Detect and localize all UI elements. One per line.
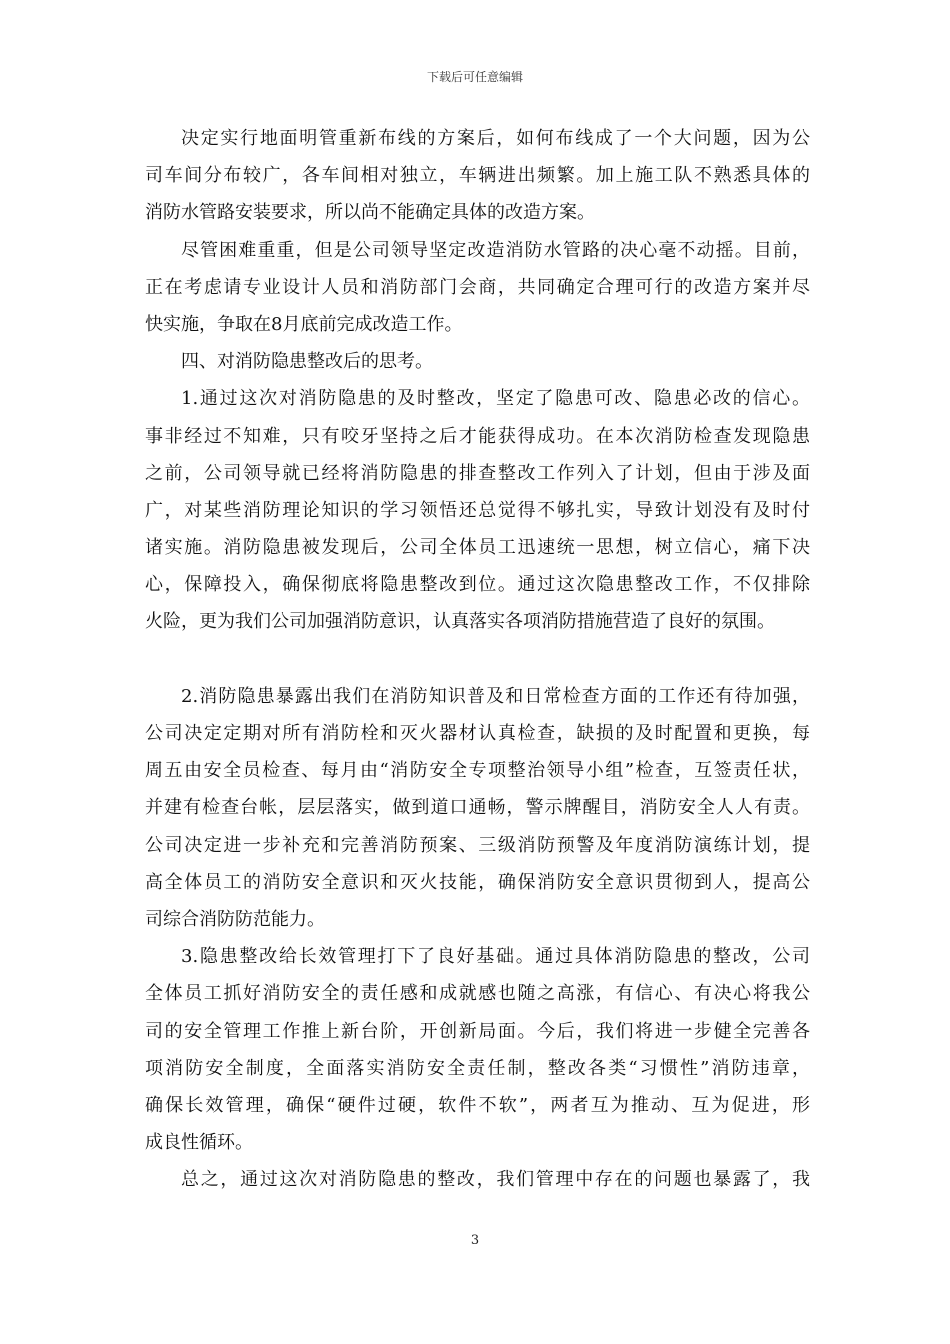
text-line: 诸实施。消防隐患被发现后，公司全体员工迅速统一思想，树立信心，痛下决: [145, 537, 810, 559]
page-header: 下载后可任意编辑: [426, 70, 523, 84]
text-line: 快实施，争取在8月底前完成改造工作。: [145, 313, 463, 335]
text-line: 决定实行地面明管重新布线的方案后，如何布线成了一个大问题，因为公: [181, 128, 810, 149]
text-line: 并建有检查台帐，层层落实，做到道口通畅，警示牌醒目，消防安全人人有责。: [145, 797, 810, 819]
text-line: 全体员工抓好消防安全的责任感和成就感也随之高涨，有信心、有决心将我公: [145, 983, 810, 1005]
text-line: 2.消防隐患暴露出我们在消防知识普及和日常检查方面的工作还有待加强，: [181, 685, 810, 707]
text-line: 司车间分布较广，各车间相对独立，车辆进出频繁。加上施工队不熟悉具体的: [145, 165, 810, 187]
text-line: 确保长效管理，确保“硬件过硬，软件不软”，两者互为推动、互为促进，形: [145, 1094, 810, 1116]
text-line: 项消防安全制度，全面落实消防安全责任制，整改各类“习惯性”消防违章，: [145, 1057, 810, 1079]
text-line: 之前，公司领导就已经将消防隐患的排查整改工作列入了计划，但由于涉及面: [145, 462, 810, 484]
text-line: 1.通过这次对消防隐患的及时整改，坚定了隐患可改、隐患必改的信心。: [181, 388, 810, 410]
page-number: 3: [470, 1233, 480, 1248]
text-line: 正在考虑请专业设计人员和消防部门会商，共同确定合理可行的改造方案并尽: [145, 276, 810, 298]
text-line: 3.隐患整改给长效管理打下了良好基础。通过具体消防隐患的整改，公司: [181, 946, 810, 968]
text-line: 司综合消防防范能力。: [145, 908, 325, 930]
text-line: 周五由安全员检查、每月由“消防安全专项整治领导小组”检查，互签责任状，: [145, 760, 810, 782]
text-line: 高全体员工的消防安全意识和灭火技能，确保消防安全意识贯彻到人，提高公: [145, 871, 810, 893]
blank-line: [145, 641, 810, 678]
text-line: 公司决定进一步补充和完善消防预案、三级消防预警及年度消防演练计划，提: [145, 834, 810, 856]
text-line: 尽管困难重重，但是公司领导坚定改造消防水管路的决心毫不动摇。目前，: [181, 239, 810, 261]
text-line: 公司决定定期对所有消防栓和灭火器材认真检查，缺损的及时配置和更换，每: [145, 723, 810, 744]
text-line: 四、对消防隐患整改后的思考。: [181, 351, 433, 373]
text-line: 总之，通过这次对消防隐患的整改，我们管理中存在的问题也暴露了，我: [181, 1169, 810, 1191]
text-line: 成良性循环。: [145, 1132, 253, 1154]
text-line: 事非经过不知难，只有咬牙坚持之后才能获得成功。在本次消防检查发现隐患: [145, 425, 810, 447]
text-line: 心，保障投入，确保彻底将隐患整改到位。通过这次隐患整改工作，不仅排除: [145, 574, 810, 596]
text-line: 广，对某些消防理论知识的学习领悟还总觉得不够扎实，导致计划没有及时付: [145, 499, 810, 521]
text-line: 消防水管路安装要求，所以尚不能确定具体的改造方案。: [145, 202, 595, 224]
text-line: 火险，更为我们公司加强消防意识，认真落实各项消防措施营造了良好的氛围。: [145, 611, 775, 633]
document-body: [145, 120, 810, 1198]
text-line: 司的安全管理工作推上新台阶，开创新局面。今后，我们将进一步健全完善各: [145, 1020, 810, 1042]
